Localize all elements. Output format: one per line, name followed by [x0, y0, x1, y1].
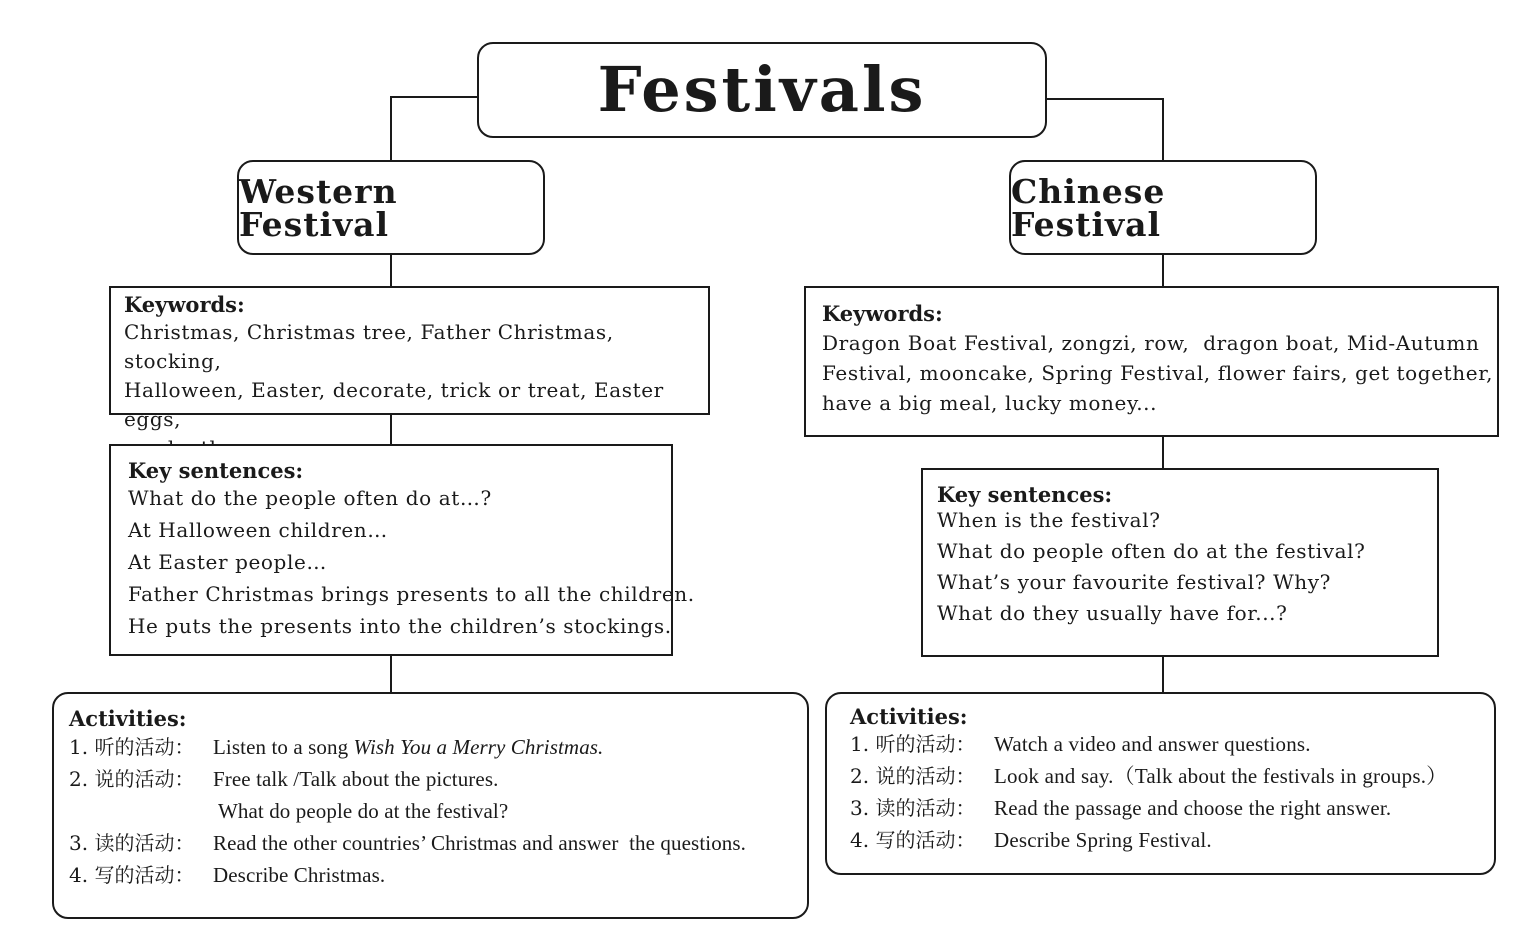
connector-root-right-vertical — [1162, 98, 1164, 161]
node-western-festival — [237, 160, 545, 255]
chinese-key-sentences-heading: Key sentences: — [937, 482, 1113, 507]
chinese-activity-listening — [850, 728, 1494, 760]
root-node-festivals — [477, 42, 1047, 138]
western-activity-writing — [69, 859, 807, 891]
connector-chinese-keywords — [1162, 254, 1164, 287]
chinese-keywords-line: have a big meal, lucky money... — [822, 391, 1158, 415]
chinese-key-sentence: What do they usually have for...? — [937, 601, 1288, 625]
chinese-activities-heading: Activities: — [850, 704, 968, 729]
chinese-keywords-box — [804, 286, 1499, 437]
connector-western-keywords — [390, 254, 392, 287]
chinese-activity-writing — [850, 824, 1494, 856]
western-keywords-heading: Keywords: — [124, 292, 245, 317]
song-title: Wish You a Merry Christmas. — [353, 735, 604, 759]
connector-root-left-vertical — [390, 96, 392, 161]
chinese-keywords-line: Dragon Boat Festival, zongzi, row, dragon boat, Mid-Autumn — [822, 331, 1480, 355]
western-key-sentence: What do the people often do at…? — [128, 486, 492, 510]
chinese-activities-box — [825, 692, 1496, 875]
activity-label: 4. 写的活动： — [69, 863, 195, 887]
activity-text: Describe Christmas. — [213, 863, 386, 887]
chinese-key-sentence: What’s your favourite festival? Why? — [937, 570, 1331, 594]
western-activity-reading — [69, 827, 807, 859]
activity-label: 2. 说的活动： — [69, 767, 195, 791]
activity-text: Describe Spring Festival. — [994, 828, 1212, 852]
chinese-activity-speaking — [850, 760, 1494, 792]
root-title: Festivals — [597, 53, 927, 126]
activity-label: 4. 写的活动： — [850, 828, 976, 852]
chinese-activity-reading — [850, 792, 1494, 824]
western-key-sentences-heading: Key sentences: — [128, 458, 304, 483]
western-key-sentence: At Halloween children… — [128, 518, 388, 542]
western-key-sentence: At Easter people… — [128, 550, 327, 574]
node-chinese-festival — [1009, 160, 1317, 255]
connector-chinese-sentences — [1162, 436, 1164, 469]
activity-text: What do people do at the festival? — [213, 799, 509, 823]
chinese-key-sentence: What do people often do at the festival? — [937, 539, 1366, 563]
activity-label: 2. 说的活动： — [850, 764, 976, 788]
western-keywords-line: Christmas, Christmas tree, Father Christmas, stocking, — [124, 320, 614, 373]
chinese-key-sentences-box — [921, 468, 1439, 657]
connector-western-activities — [390, 655, 392, 694]
western-activity-speaking — [69, 763, 807, 795]
western-activities-box — [52, 692, 809, 919]
connector-chinese-activities — [1162, 656, 1164, 693]
activity-label: 1. 听的活动： — [850, 732, 976, 756]
activity-text: Look and say.（Talk about the festivals in groups.） — [994, 764, 1448, 788]
western-title: Western Festival — [239, 171, 398, 244]
western-keywords-box — [109, 286, 710, 431]
western-activity-speaking-continued — [69, 795, 807, 827]
western-key-sentence: Father Christmas brings presents to all the children. — [128, 582, 695, 606]
western-activities-heading: Activities: — [69, 706, 187, 731]
chinese-key-sentence: When is the festival? — [937, 508, 1161, 532]
activity-text: Watch a video and answer questions. — [994, 732, 1311, 756]
western-activity-listening — [69, 731, 807, 763]
western-key-sentences-box — [109, 444, 695, 656]
western-key-sentence: He puts the presents into the children’s stockings. — [128, 614, 672, 638]
connector-root-right-horizontal — [1046, 98, 1164, 100]
activity-text: Read the other countries’ Christmas and answer the questions. — [213, 831, 747, 855]
activity-label: 3. 读的活动： — [850, 796, 976, 820]
western-keywords-line: Halloween, Easter, decorate, trick or treat, Easter eggs, — [124, 378, 664, 431]
activity-label: 1. 听的活动： — [69, 735, 195, 759]
chinese-keywords-line: Festival, mooncake, Spring Festival, flower fairs, get together, — [822, 361, 1494, 385]
activity-text: Free talk /Talk about the pictures. — [213, 767, 499, 791]
activity-label: 3. 读的活动： — [69, 831, 195, 855]
connector-root-left-horizontal — [390, 96, 478, 98]
activity-text: Read the passage and choose the right answer. — [994, 796, 1392, 820]
chinese-title: Chinese Festival — [1011, 171, 1166, 244]
activity-text: Listen to a song — [213, 735, 354, 759]
chinese-keywords-heading: Keywords: — [822, 301, 943, 326]
